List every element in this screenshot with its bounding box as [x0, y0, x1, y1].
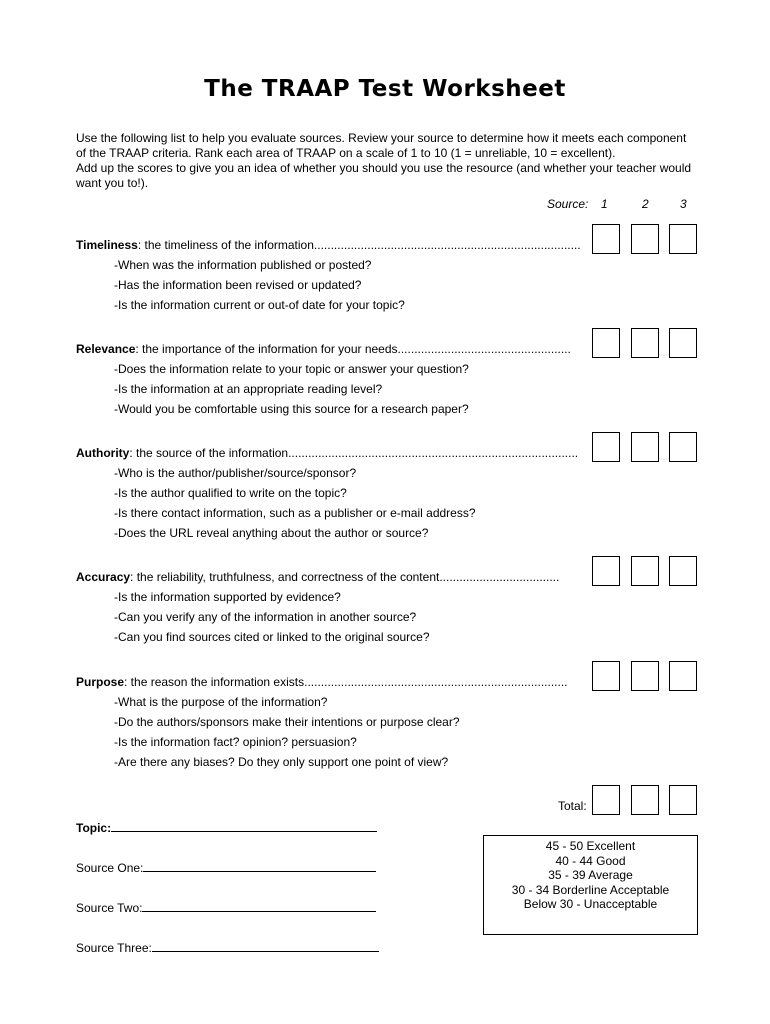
section-title-authority: [76, 446, 578, 460]
section-name: Authority: [76, 446, 130, 460]
section-desc: : the timeliness of the information................................................................................: [137, 238, 581, 252]
score-box-timeliness-1[interactable]: [592, 224, 620, 254]
section-name: Timeliness: [76, 238, 138, 252]
score-box-relevance-1[interactable]: [592, 328, 620, 358]
score-box-authority-1[interactable]: [592, 432, 620, 462]
question: -Can you verify any of the information in another source?: [114, 610, 417, 624]
score-box-total-2[interactable]: [631, 785, 659, 815]
intro-line: want you to!).: [76, 176, 149, 190]
source-col-2: 2: [642, 197, 649, 211]
score-box-timeliness-3[interactable]: [669, 224, 697, 254]
score-box-relevance-2[interactable]: [631, 328, 659, 358]
source-three-input-line[interactable]: [152, 939, 379, 952]
source-one-field: [76, 859, 376, 875]
section-desc: : the reason the information exists...............................................................................: [124, 675, 568, 689]
intro-text: [76, 131, 716, 191]
source-three-field: [76, 939, 379, 955]
topic-label: Topic:: [76, 821, 112, 835]
score-scale-legend: [483, 835, 698, 935]
question: -Is there contact information, such as a publisher or e-mail address?: [114, 506, 476, 520]
page-title: The TRAAP Test Worksheet: [204, 76, 566, 102]
question: -Is the information current or out-of date for your topic?: [114, 298, 405, 312]
intro-line: Add up the scores to give you an idea of whether you should you use the resource (and whether your teacher would: [76, 161, 692, 175]
section-desc: : the source of the information.......................................................................................: [129, 446, 579, 460]
source-two-label: Source Two:: [76, 901, 143, 915]
score-box-relevance-3[interactable]: [669, 328, 697, 358]
question: -Is the information at an appropriate reading level?: [114, 382, 383, 396]
source-col-3: 3: [680, 197, 687, 211]
question: -Is the information fact? opinion? persuasion?: [114, 735, 357, 749]
source-col-1: 1: [601, 197, 608, 211]
section-title-accuracy: [76, 570, 559, 584]
question: -Does the URL reveal anything about the author or source?: [114, 526, 429, 540]
topic-field: [76, 819, 377, 835]
source-one-label: Source One:: [76, 861, 144, 875]
score-box-accuracy-2[interactable]: [631, 556, 659, 586]
score-box-timeliness-2[interactable]: [631, 224, 659, 254]
question: -Can you find sources cited or linked to the original source?: [114, 630, 430, 644]
scale-row: 30 - 34 Borderline Acceptable: [511, 882, 670, 897]
question: -Would you be comfortable using this source for a research paper?: [114, 402, 469, 416]
score-box-authority-2[interactable]: [631, 432, 659, 462]
section-name: Accuracy: [76, 570, 131, 584]
section-title-relevance: [76, 342, 571, 356]
section-desc: : the reliability, truthfulness, and correctness of the content....................................: [130, 570, 560, 584]
score-box-purpose-2[interactable]: [631, 661, 659, 691]
score-box-purpose-1[interactable]: [592, 661, 620, 691]
question: -Is the information supported by evidence?: [114, 590, 341, 604]
scale-row: 35 - 39 Average: [548, 868, 633, 882]
question: -Has the information been revised or updated?: [114, 278, 362, 292]
topic-input-line[interactable]: [111, 819, 377, 832]
score-box-accuracy-1[interactable]: [592, 556, 620, 586]
section-title-purpose: [76, 675, 568, 689]
question: -Who is the author/publisher/source/sponsor?: [114, 466, 357, 480]
section-name: Purpose: [76, 675, 125, 689]
source-three-label: Source Three:: [76, 941, 152, 955]
question: -Does the information relate to your topic or answer your question?: [114, 362, 469, 376]
source-two-input-line[interactable]: [142, 899, 376, 912]
intro-line: Use the following list to help you evaluate sources. Review your source to determine how it meets each component: [76, 131, 687, 145]
score-box-purpose-3[interactable]: [669, 661, 697, 691]
score-box-authority-3[interactable]: [669, 432, 697, 462]
score-box-total-3[interactable]: [669, 785, 697, 815]
source-header-label: Source:: [547, 197, 589, 211]
source-two-field: [76, 899, 376, 915]
score-box-accuracy-3[interactable]: [669, 556, 697, 586]
question: -Do the authors/sponsors make their intentions or purpose clear?: [114, 715, 460, 729]
question: -Are there any biases? Do they only support one point of view?: [114, 755, 449, 769]
question: -What is the purpose of the information?: [114, 695, 328, 709]
scale-row: 45 - 50 Excellent: [545, 839, 636, 853]
scale-row: Below 30 - Unacceptable: [523, 897, 658, 911]
section-title-timeliness: [76, 238, 581, 252]
score-box-total-1[interactable]: [592, 785, 620, 815]
question: -When was the information published or posted?: [114, 258, 372, 272]
question: -Is the author qualified to write on the topic?: [114, 486, 347, 500]
source-one-input-line[interactable]: [143, 859, 376, 872]
total-label: Total:: [558, 799, 587, 813]
intro-line: of the TRAAP criteria. Rank each area of TRAAP on a scale of 1 to 10 (1 = unreliable, 10 = excellent).: [76, 146, 616, 160]
section-name: Relevance: [76, 342, 136, 356]
scale-row: 40 - 44 Good: [555, 853, 626, 868]
section-desc: : the importance of the information for your needs....................................................: [135, 342, 571, 356]
